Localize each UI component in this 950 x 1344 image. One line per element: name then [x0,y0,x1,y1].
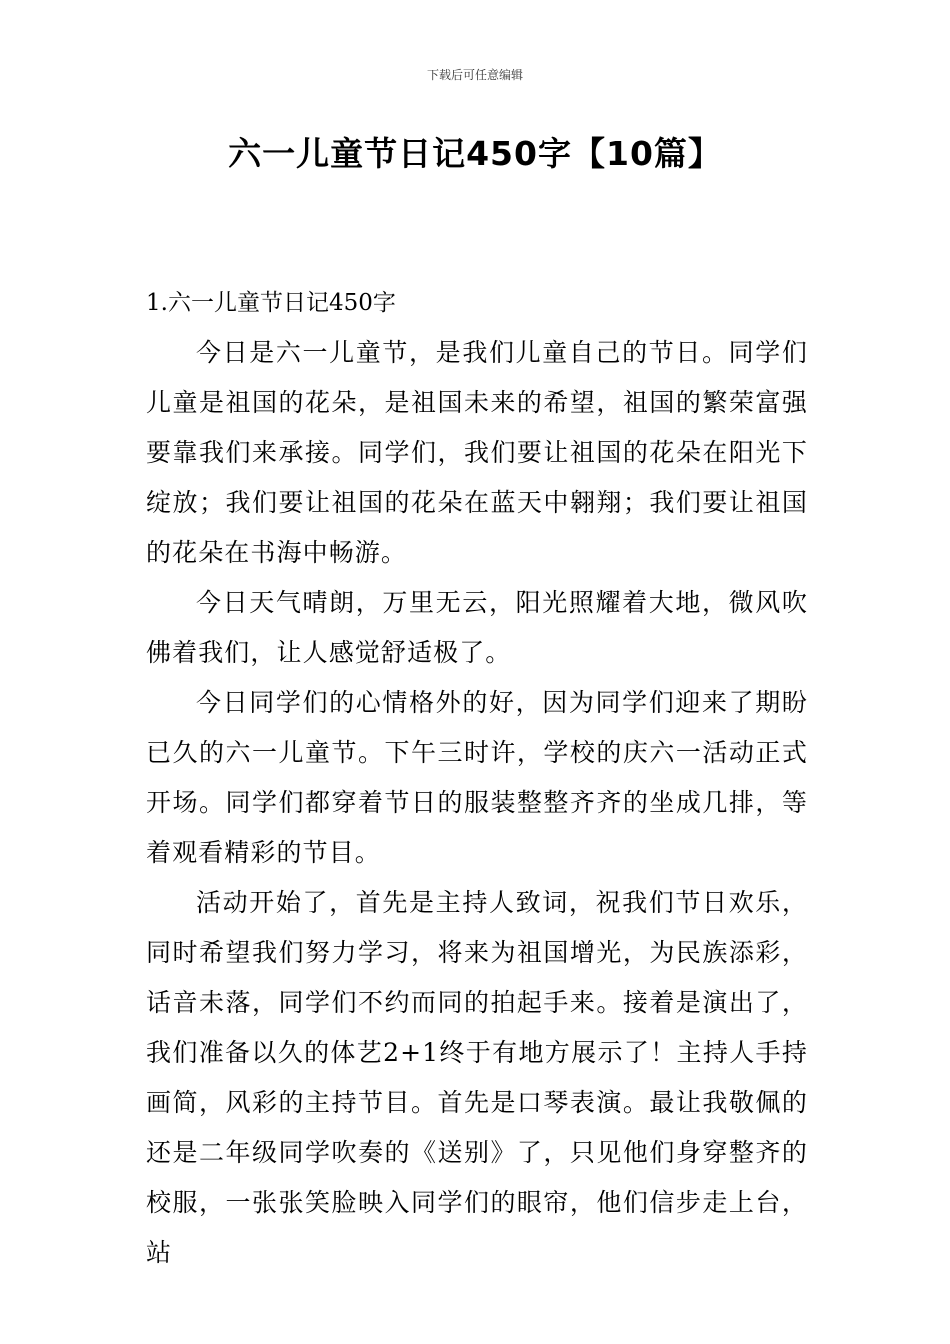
paragraph: 今日是六一儿童节，是我们儿童自己的节日。同学们儿童是祖国的花朵，是祖国未来的希望，祖国的繁荣富强要靠我们来承接。同学们，我们要让祖国的花朵在阳光下绽放；我们要让祖国的花朵在蓝天中翱翔；我们要让祖国的花朵在书海中畅游。 [146,338,808,567]
paragraph: 今日同学们的心情格外的好，因为同学们迎来了期盼已久的六一儿童节。下午三时许，学校的庆六一活动正式开场。同学们都穿着节日的服装整整齐齐的坐成几排，等着观看精彩的节目。 [146,688,808,867]
paragraph: 活动开始了，首先是主持人致词，祝我们节日欢乐，同时希望我们努力学习，将来为祖国增光，为民族添彩，话音未落，同学们不约而同的拍起手来。接着是演出了，我们准备以久的体艺2+1终于有地方展示了！主持人手持画简，风彩的主持节目。首先是口琴表演。最让我敬佩的还是二年级同学吹奏的《送别》了，只见他们身穿整齐的校服，一张张笑脸映入同学们的眼帘，他们信步走上台，站 [146,888,808,1267]
paragraph: 今日天气晴朗，万里无云，阳光照耀着大地，微风吹佛着我们，让人感觉舒适极了。 [146,588,808,667]
header-note: 下载后可任意编辑 [426,68,523,82]
section-heading: 1.六一儿童节日记450字 [146,290,396,316]
document-body [146,278,808,1278]
document-title: 六一儿童节日记450字【10篇】 [228,134,722,173]
